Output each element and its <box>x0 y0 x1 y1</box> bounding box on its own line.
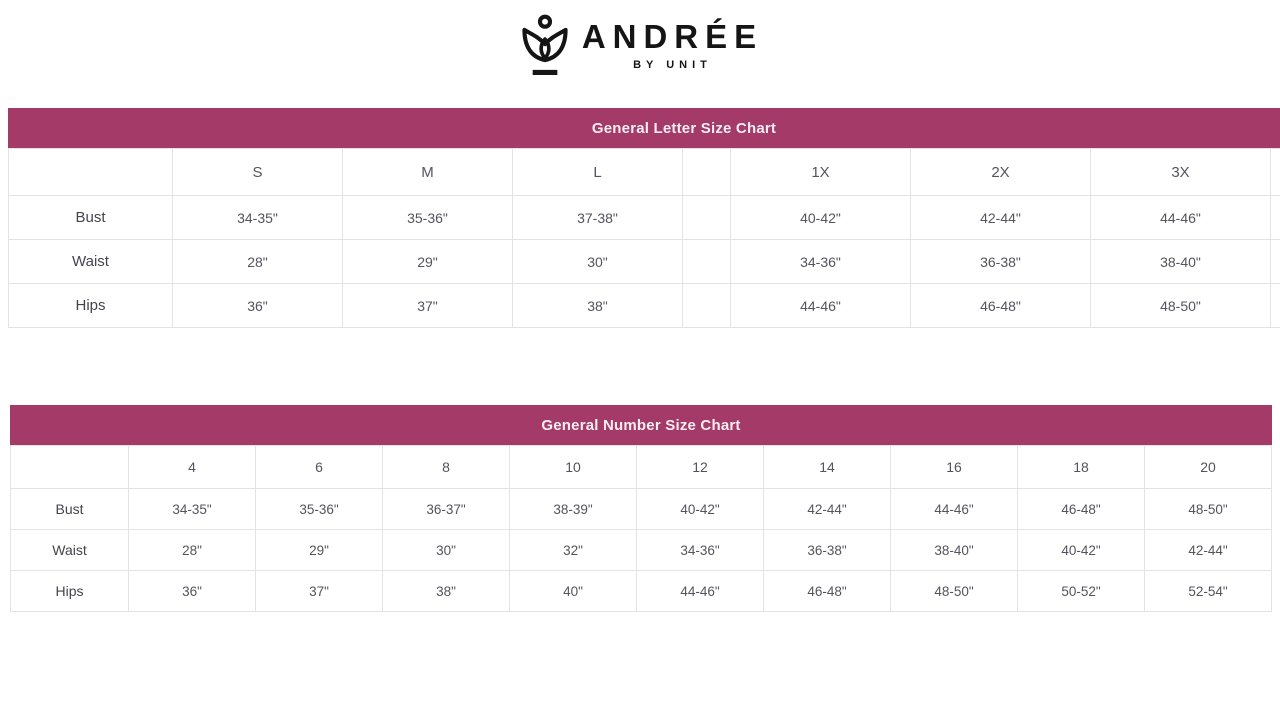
size-value-cell: 44-46" <box>637 571 764 612</box>
empty-cell <box>1271 196 1280 240</box>
letter-size-table <box>8 148 1280 328</box>
empty-header-cell <box>9 149 173 196</box>
size-column-header: 16 <box>891 446 1018 489</box>
measurement-row-label: Waist <box>9 240 173 284</box>
size-value-cell: 36" <box>173 284 343 328</box>
empty-header-cell <box>683 149 731 196</box>
empty-cell <box>1271 284 1280 328</box>
size-column-header: 2X <box>911 149 1091 196</box>
size-value-cell: 48-50" <box>1091 284 1271 328</box>
size-value-cell: 44-46" <box>1091 196 1271 240</box>
size-value-cell: 29" <box>343 240 513 284</box>
size-value-cell: 35-36" <box>343 196 513 240</box>
size-value-cell: 44-46" <box>891 489 1018 530</box>
brand-logo <box>517 13 763 77</box>
brand-name: ANDRÉE <box>581 18 764 56</box>
size-value-cell: 35-36" <box>256 489 383 530</box>
measurement-row <box>9 240 1280 284</box>
measurement-row <box>11 571 1272 612</box>
measurement-row-label: Bust <box>9 196 173 240</box>
size-column-header: 3X <box>1091 149 1271 196</box>
size-value-cell: 44-46" <box>731 284 911 328</box>
letter-size-chart-section <box>8 108 1280 328</box>
size-value-cell: 40-42" <box>1018 530 1145 571</box>
size-column-header: L <box>513 149 683 196</box>
size-value-cell: 48-50" <box>891 571 1018 612</box>
size-value-cell: 28" <box>129 530 256 571</box>
size-value-cell: 46-48" <box>764 571 891 612</box>
size-value-cell: 40-42" <box>731 196 911 240</box>
number-chart-title: General Number Size Chart <box>10 405 1272 445</box>
empty-cell <box>683 240 731 284</box>
size-value-cell: 36-38" <box>911 240 1091 284</box>
empty-header-cell <box>11 446 129 489</box>
size-value-cell: 29" <box>256 530 383 571</box>
size-value-cell: 50-52" <box>1018 571 1145 612</box>
measurement-row-label: Hips <box>11 571 129 612</box>
size-value-cell: 37" <box>343 284 513 328</box>
measurement-row <box>9 284 1280 328</box>
measurement-row-label: Hips <box>9 284 173 328</box>
size-value-cell: 48-50" <box>1145 489 1272 530</box>
measurement-row-label: Waist <box>11 530 129 571</box>
size-column-header: 10 <box>510 446 637 489</box>
size-value-cell: 36-37" <box>383 489 510 530</box>
size-value-cell: 34-35" <box>129 489 256 530</box>
size-value-cell: 30" <box>513 240 683 284</box>
measurement-row <box>11 530 1272 571</box>
brand-wordmark <box>582 19 763 70</box>
size-value-cell: 38" <box>383 571 510 612</box>
size-column-header: 20 <box>1145 446 1272 489</box>
brand-tagline: BY UNIT <box>633 58 712 71</box>
size-column-header: M <box>343 149 513 196</box>
size-value-cell: 40" <box>510 571 637 612</box>
measurement-row-label: Bust <box>11 489 129 530</box>
size-value-cell: 42-44" <box>764 489 891 530</box>
size-value-cell: 34-35" <box>173 196 343 240</box>
size-column-header: 18 <box>1018 446 1145 489</box>
size-value-cell: 42-44" <box>1145 530 1272 571</box>
size-column-header: 6 <box>256 446 383 489</box>
empty-cell <box>683 196 731 240</box>
size-value-cell: 34-36" <box>731 240 911 284</box>
tulip-logo-icon <box>517 13 573 77</box>
number-size-chart-section <box>10 405 1272 612</box>
size-column-header-row <box>9 149 1280 196</box>
size-value-cell: 34-36" <box>637 530 764 571</box>
size-value-cell: 46-48" <box>1018 489 1145 530</box>
size-column-header: 4 <box>129 446 256 489</box>
size-column-header: 1X <box>731 149 911 196</box>
size-value-cell: 38-39" <box>510 489 637 530</box>
size-value-cell: 37-38" <box>513 196 683 240</box>
size-column-header: 14 <box>764 446 891 489</box>
letter-chart-title: General Letter Size Chart <box>8 108 1280 148</box>
size-value-cell: 36-38" <box>764 530 891 571</box>
size-column-header: 8 <box>383 446 510 489</box>
size-value-cell: 36" <box>129 571 256 612</box>
size-value-cell: 30" <box>383 530 510 571</box>
size-value-cell: 46-48" <box>911 284 1091 328</box>
measurement-row <box>11 489 1272 530</box>
size-value-cell: 42-44" <box>911 196 1091 240</box>
measurement-row <box>9 196 1280 240</box>
number-size-table <box>10 445 1272 612</box>
size-value-cell: 32" <box>510 530 637 571</box>
size-value-cell: 40-42" <box>637 489 764 530</box>
size-value-cell: 38" <box>513 284 683 328</box>
empty-cell <box>683 284 731 328</box>
size-column-header: S <box>173 149 343 196</box>
size-value-cell: 52-54" <box>1145 571 1272 612</box>
size-value-cell: 37" <box>256 571 383 612</box>
empty-cell <box>1271 240 1280 284</box>
empty-header-cell <box>1271 149 1280 196</box>
size-value-cell: 28" <box>173 240 343 284</box>
size-value-cell: 38-40" <box>891 530 1018 571</box>
size-column-header: 12 <box>637 446 764 489</box>
size-column-header-row <box>11 446 1272 489</box>
size-value-cell: 38-40" <box>1091 240 1271 284</box>
brand-header <box>0 13 1280 77</box>
